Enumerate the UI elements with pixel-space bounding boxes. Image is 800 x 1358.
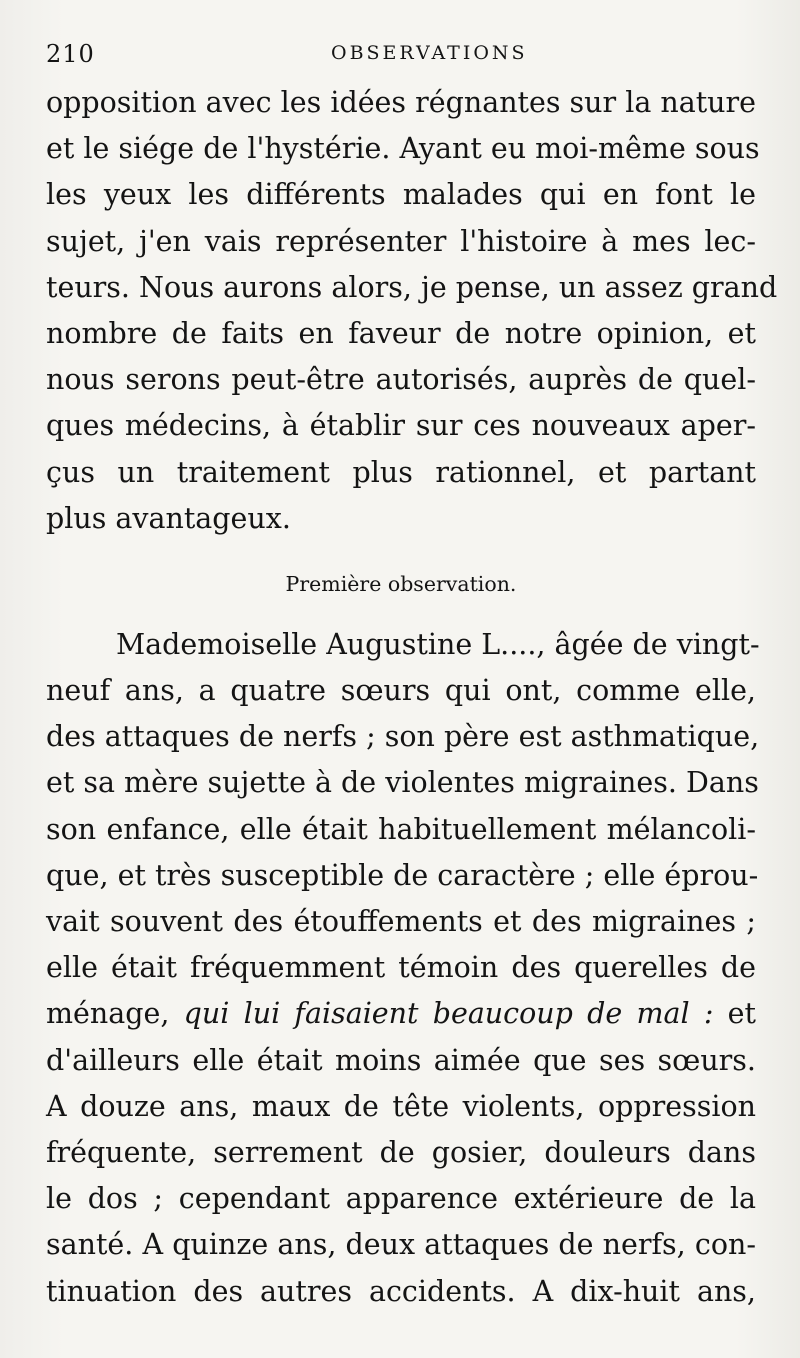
text-line: et le siége de l'hystérie. Ayant eu moi-même sous xyxy=(46,132,760,166)
text-line: neuf ans, a quatre sœurs qui ont, comme elle, xyxy=(46,674,756,708)
text-line: santé. A quinze ans, deux attaques de nerfs, con- xyxy=(46,1228,756,1262)
paragraph-observation xyxy=(46,622,760,1315)
text-line: teurs. Nous aurons alors, je pense, un assez grand xyxy=(46,270,778,304)
text-fragment: et xyxy=(727,997,756,1031)
body-text xyxy=(46,80,778,1315)
text-line: elle était fréquemment témoin des querelles de xyxy=(46,951,756,985)
text-line: et sa mère sujette à de violentes migraines. Dans xyxy=(46,766,759,800)
text-line: d'ailleurs elle était moins aimée que ses sœurs. xyxy=(46,1043,756,1077)
text-line: les yeux les différents malades qui en font le xyxy=(46,178,756,212)
text-line: des attaques de nerfs ; son père est asthmatique, xyxy=(46,720,760,754)
text-line: nombre de faits en faveur de notre opinion, et xyxy=(46,316,756,350)
text-line: le dos ; cependant apparence extérieure de la xyxy=(46,1182,756,1216)
paragraph-intro xyxy=(46,80,778,542)
text-fragment: ménage, xyxy=(46,997,170,1031)
text-line: Mademoiselle Augustine L...., âgée de vingt- xyxy=(116,627,760,661)
text-line: fréquente, serrement de gosier, douleurs dans xyxy=(46,1135,756,1169)
page-header xyxy=(46,40,766,72)
text-line: sujet, j'en vais représenter l'histoire à mes lec- xyxy=(46,224,756,258)
section-title: Première observation. xyxy=(285,571,517,596)
text-line: tinuation des autres accidents. A dix-huit ans, xyxy=(46,1274,756,1308)
text-line: que, et très susceptible de caractère ; elle éprou- xyxy=(46,858,759,892)
text-line: nous serons peut-être autorisés, auprès de quel- xyxy=(46,363,756,397)
page-number: 210 xyxy=(46,40,95,68)
text-line: opposition avec les idées régnantes sur la nature xyxy=(46,86,757,119)
text-line: çus un traitement plus rationnel, et partant xyxy=(46,455,756,489)
text-line: son enfance, elle était habituellement mélancoli- xyxy=(46,812,756,846)
text-line: A douze ans, maux de tête violents, oppression xyxy=(46,1089,756,1123)
text-line: ques médecins, à établir sur ces nouveaux aper- xyxy=(46,409,756,443)
text-line-mixed xyxy=(46,991,756,1037)
text-line: plus avantageux. xyxy=(46,501,291,535)
running-head: OBSERVATIONS xyxy=(331,42,528,64)
text-line: vait souvent des étouffements et des migraines ; xyxy=(46,905,756,938)
italic-phrase: qui lui faisaient beaucoup de mal : xyxy=(183,997,714,1031)
